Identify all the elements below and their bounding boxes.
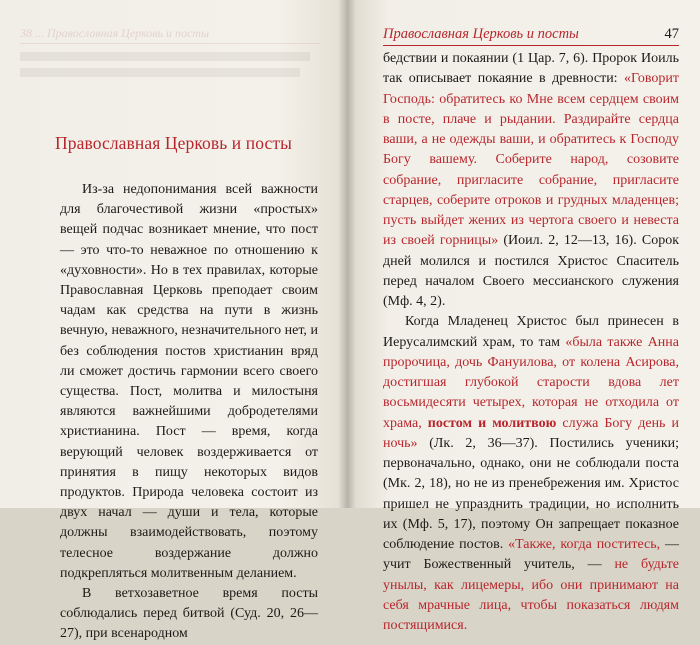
page-number: 47 — [664, 26, 679, 42]
chapter-title: Православная Церковь и посты — [55, 133, 292, 153]
text-run: — учит Божественный учитель, — — [383, 537, 679, 573]
scripture-quote: «была также Анна пророчица, дочь Фануилова, от колена Асирова, достигшая глубокой старости вдова лет восьмидесяти четырех, которая не отходила от храма, — [383, 334, 679, 431]
text-run: (Лк. 2, 36—37). Постились ученики; первоначально, однако, они не соблюдали поста (Мк. 2, 18), но не из пренебрежения им. Христос пришел не упразднить традиции, но исполнить их (Мф. 5, 17), поэтому Он запрещает показное соблюдение постов. — [383, 435, 679, 552]
paragraph: В ветхозаветное время посты соблюдались перед битвой (Суд. 20, 26—27), при всенародном — [60, 586, 318, 642]
scripture-quote: «Говорит Господь: обратитесь ко Мне всем сердцем своим в посте, плаче и рыдании. Раздирайте сердца ваши, а не одежды ваши, и обратитесь к Господу Богу вашему. Соберите народ, созовите собрание, пригласите собрание, пригласите старцев, соберите отроков и грудных младенцев; пусть выйдет жених из чертога своего и невеста из своей горницы» — [383, 71, 679, 249]
paragraph — [383, 49, 679, 312]
bleed-through-header: 38 ... Православная Церковь и посты — [20, 26, 320, 44]
left-body-text — [60, 180, 318, 645]
paragraph: Из-за недопонимания всей важности для благочестивой жизни «простых» вещей подчас возникает мнение, что пост — это что-то неважное по отношению к «духовности». Но в тех правилах, которые Православная Церковь преподает своим чадам как средства на пути в жизнь вечную, неважного, незначительного нет, и без соблюдения постов христианин вряд ли сможет достичь гармонии всего своего существа. Пост, молитва и милостыня являются важнейшими добродетелями христианина. Пост — время, когда верующий человек воздерживается от принятия в пищу некоторых видов продуктов. Природа человека состоит из двух начал — души и тела, которые должны взаимодействовать, поэтому телесное воздержание должно подкрепляться молитвенным деланием. — [60, 182, 318, 581]
running-title: Православная Церковь и посты — [383, 26, 579, 42]
scripture-quote: «Также, когда поститесь, — [508, 537, 661, 552]
left-page — [0, 0, 347, 642]
scripture-quote: не будьте унылы, как лицемеры, ибо они принимают на себя мрачные лица, чтобы показаться людям постящимися. — [383, 557, 679, 633]
bleed-through-lines — [20, 52, 320, 84]
paragraph — [383, 312, 679, 636]
running-header — [383, 26, 679, 46]
text-run: Когда Младенец Христос был принесен в Иерусалимский храм, то там — [383, 314, 679, 350]
right-page — [347, 0, 700, 633]
scripture-quote: служа Богу день и ночь» — [383, 415, 680, 451]
text-run: (Иоил. 2, 12—13, 16). Сорок дней молился и постился Христос Спаситель перед началом Своего мессианского служения (Мф. 4, 2). — [383, 233, 679, 309]
emphasis-text: постом и молитвою — [427, 415, 557, 431]
text-run: бедствии и покаянии (1 Цар. 7, 6). Пророк Иоиль так описывает покаяние в древности: — [383, 51, 679, 87]
right-body-text — [383, 49, 679, 636]
